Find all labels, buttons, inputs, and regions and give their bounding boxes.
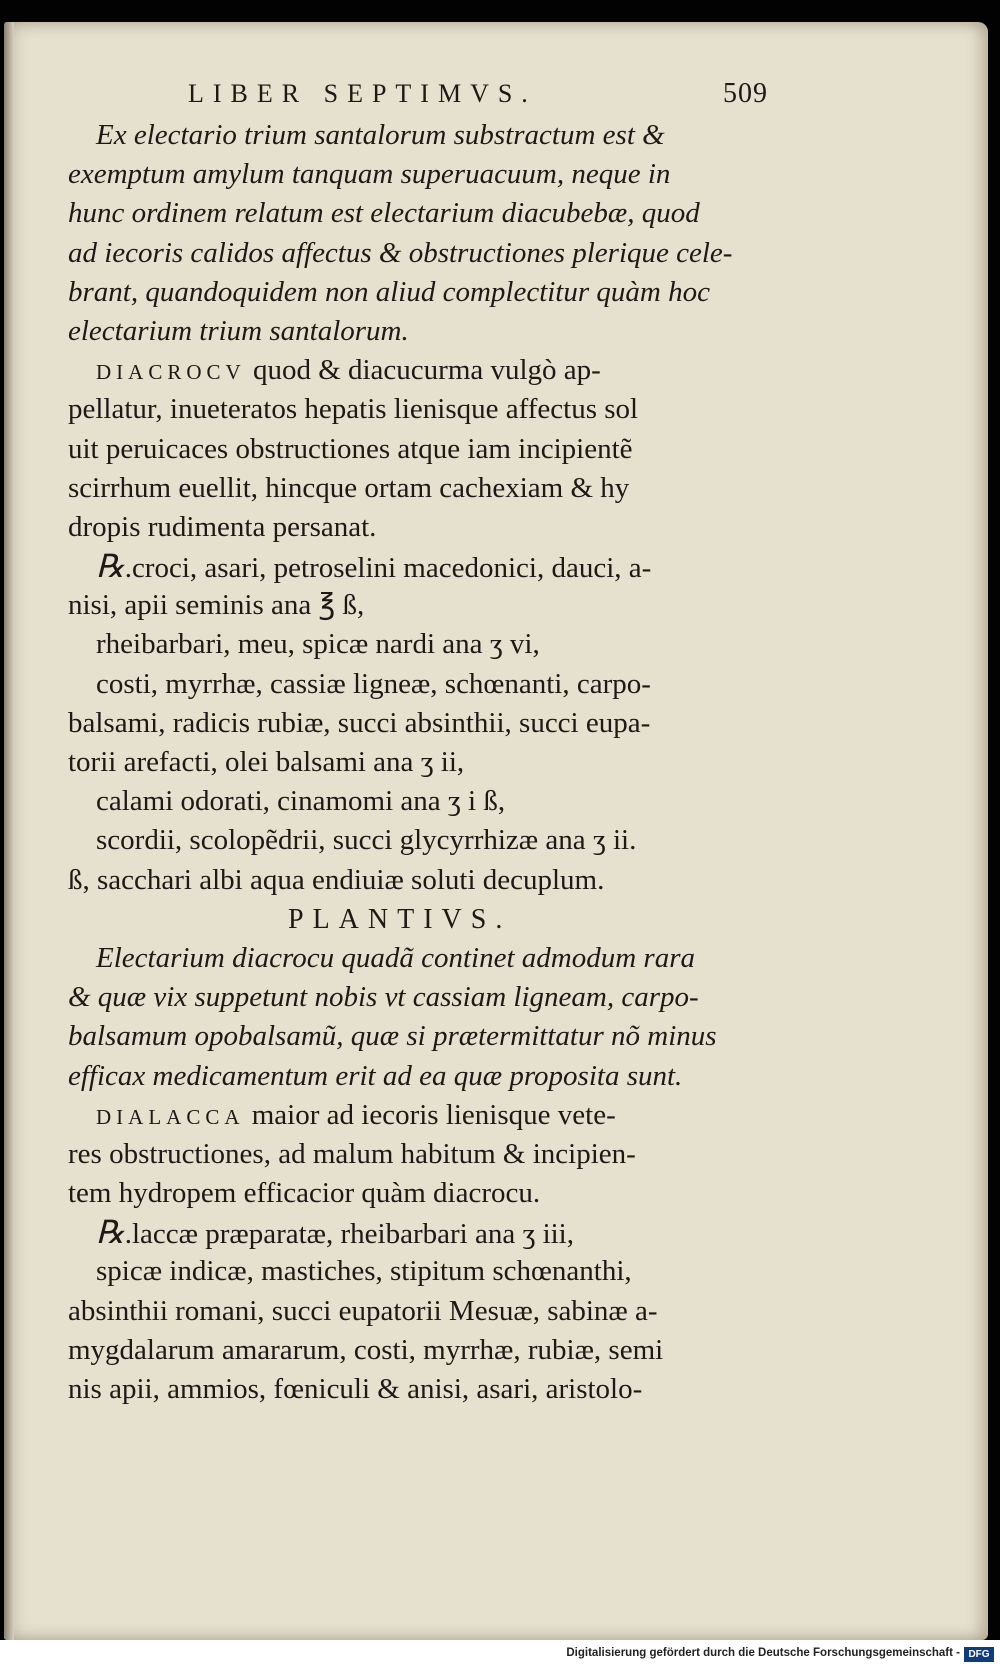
line-text: spicæ indicæ, mastiches, stipitum schœnanthi, bbox=[96, 1255, 632, 1288]
text-line bbox=[68, 782, 768, 821]
text-line bbox=[68, 625, 768, 664]
line-text: uit peruicaces obstructiones atque iam incipientẽ bbox=[68, 432, 633, 465]
line-text: PLANTIVS. bbox=[288, 903, 512, 935]
text-line bbox=[68, 430, 768, 469]
funding-note: Digitalisierung gefördert durch die Deutsche Forschungsgemeinschaft - bbox=[566, 1647, 960, 1659]
running-header bbox=[68, 72, 768, 116]
line-text: nis apii, ammios, fœniculi & anisi, asari, aristolo- bbox=[68, 1373, 643, 1405]
text-line bbox=[68, 900, 768, 939]
text-line bbox=[68, 1331, 768, 1370]
text-line bbox=[68, 1292, 768, 1331]
text-line bbox=[68, 390, 768, 429]
text-line bbox=[68, 1174, 768, 1213]
line-text: absinthii romani, succi eupatorii Mesuæ, sabinæ a- bbox=[68, 1294, 658, 1327]
text-line bbox=[68, 1096, 768, 1135]
text-line bbox=[68, 1057, 768, 1096]
recipe-symbol: ℞ bbox=[96, 1214, 125, 1251]
line-text: hunc ordinem relatum est electarium diacubebæ, quod bbox=[68, 197, 700, 230]
text-line bbox=[68, 1135, 768, 1174]
line-text: efficax medicamentum erit ad ea quæ proposita sunt. bbox=[68, 1059, 683, 1092]
text-line bbox=[68, 234, 768, 273]
entry-term: DIALACCA bbox=[96, 1104, 245, 1129]
line-text: Ex electario trium santalorum substractum est & bbox=[96, 119, 665, 151]
line-text: costi, myrrhæ, cassiæ ligneæ, schœnanti, carpo- bbox=[96, 667, 651, 700]
line-text: nisi, apii seminis ana ℥ ß, bbox=[68, 589, 365, 622]
entry-term: DIACROCV bbox=[96, 360, 246, 385]
footer-bar bbox=[0, 1640, 1000, 1670]
text-line bbox=[68, 1252, 768, 1291]
text-line bbox=[68, 273, 768, 312]
line-text: exemptum amylum tanquam superuacuum, neque in bbox=[68, 158, 671, 191]
text-line bbox=[68, 586, 768, 625]
text-line bbox=[68, 194, 768, 233]
body-text bbox=[68, 116, 768, 1409]
text-line bbox=[68, 665, 768, 704]
text-line bbox=[68, 1213, 768, 1252]
line-text: brant, quandoquidem non aliud complectitur quàm hoc bbox=[68, 275, 710, 308]
text-line bbox=[68, 1017, 768, 1056]
page-number: 509 bbox=[723, 78, 768, 109]
line-text: calami odorati, cinamomi ana ʒ i ß, bbox=[96, 785, 506, 818]
line-text: electarium trium santalorum. bbox=[68, 314, 409, 347]
text-line bbox=[68, 469, 768, 508]
text-line bbox=[68, 704, 768, 743]
text-line bbox=[68, 547, 768, 586]
line-text: Electarium diacrocu quadã continet admodum rara bbox=[96, 941, 695, 974]
book-page bbox=[4, 22, 988, 1640]
line-text: res obstructiones, ad malum habitum & incipien- bbox=[68, 1137, 636, 1170]
line-text: rheibarbari, meu, spicæ nardi ana ʒ vi, bbox=[96, 628, 540, 661]
line-text: ad iecoris calidos affectus & obstructiones plerique cele- bbox=[68, 236, 733, 269]
line-text: tem hydropem efficacior quàm diacrocu. bbox=[68, 1177, 541, 1210]
dfg-logo: DFG bbox=[964, 1647, 994, 1662]
text-block bbox=[68, 72, 768, 1409]
text-line bbox=[68, 155, 768, 194]
text-line bbox=[68, 821, 768, 860]
text-line bbox=[68, 861, 768, 900]
line-text: maior ad iecoris lienisque vete- bbox=[244, 1098, 616, 1131]
text-line bbox=[68, 939, 768, 978]
recipe-symbol: ℞ bbox=[96, 548, 125, 585]
line-text: .laccæ præparatæ, rheibarbari ana ʒ iii, bbox=[124, 1218, 574, 1251]
text-line bbox=[68, 978, 768, 1017]
text-line bbox=[68, 1370, 768, 1409]
line-text: quod & diacucurma vulgò ap- bbox=[245, 354, 601, 387]
line-text: balsamum opobalsamũ, quæ si prætermittatur nõ minus bbox=[68, 1020, 717, 1053]
line-text: mygdalarum amararum, costi, myrrhæ, rubiæ, semi bbox=[68, 1333, 664, 1366]
line-text: .croci, asari, petroselini macedonici, dauci, a- bbox=[124, 552, 652, 585]
line-text: ß, sacchari albi aqua endiuiæ soluti decuplum. bbox=[68, 863, 605, 896]
running-title: LIBER SEPTIMVS. bbox=[188, 79, 537, 108]
text-line bbox=[68, 743, 768, 782]
line-text: & quæ vix suppetunt nobis vt cassiam ligneam, carpo- bbox=[68, 981, 699, 1014]
line-text: pellatur, inueteratos hepatis lienisque affectus sol bbox=[68, 393, 639, 426]
line-text: balsami, radicis rubiæ, succi absinthii, succi eupa- bbox=[68, 706, 651, 739]
line-text: dropis rudimenta persanat. bbox=[68, 510, 377, 543]
line-text: scordii, scolopẽdrii, succi glycyrrhizæ ana ʒ ii. bbox=[96, 824, 637, 857]
line-text: torii arefacti, olei balsami ana ʒ ii, bbox=[68, 746, 465, 778]
text-line bbox=[68, 351, 768, 390]
line-text: scirrhum euellit, hincque ortam cachexiam & hy bbox=[68, 471, 630, 504]
text-line bbox=[68, 116, 768, 155]
text-line bbox=[68, 508, 768, 547]
text-line bbox=[68, 312, 768, 351]
